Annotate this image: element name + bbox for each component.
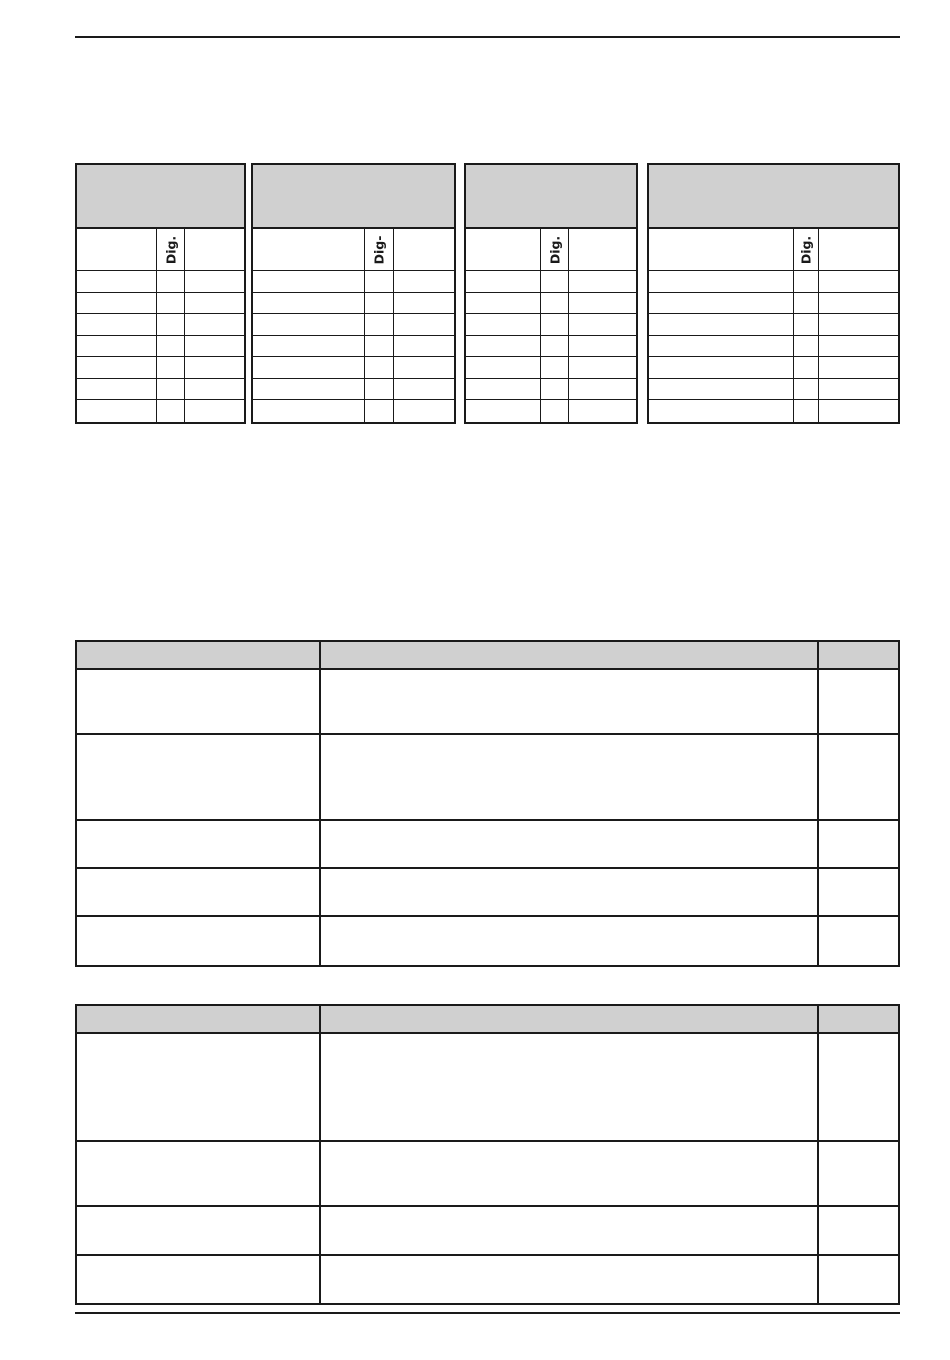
name-column-header: [77, 229, 157, 270]
header-cell: [819, 642, 898, 668]
table-row: [466, 314, 636, 336]
table-header: [77, 1006, 898, 1034]
parameter-table-3: [464, 163, 638, 424]
parameter-table-2: [251, 163, 456, 424]
table-row: [77, 400, 244, 422]
table-row: [77, 314, 244, 336]
table-row: [649, 379, 898, 401]
table-row: [253, 336, 454, 358]
table-header: [77, 642, 898, 670]
table-row: [649, 314, 898, 336]
table-row: [77, 670, 898, 735]
table-row: [466, 293, 636, 315]
dig-column-header: [794, 229, 819, 270]
table-row: [253, 271, 454, 293]
name-column-header: [253, 229, 365, 270]
dig-column-header: [365, 229, 394, 270]
header-cell: [819, 1006, 898, 1032]
table-row: [649, 336, 898, 358]
dig-column-header: [541, 229, 569, 270]
table-row: [77, 735, 898, 821]
table-row: [253, 357, 454, 379]
table-row: [77, 1142, 898, 1207]
top-rule: [75, 36, 900, 38]
table-row: [466, 357, 636, 379]
table-row: [466, 336, 636, 358]
table-row: [649, 357, 898, 379]
dig-column-header: [157, 229, 185, 270]
header-cell: [77, 642, 321, 668]
lower-description-table: [75, 1004, 900, 1305]
table-row: [253, 293, 454, 315]
table-row: [466, 379, 636, 401]
table-row: [77, 293, 244, 315]
table-row: [77, 336, 244, 358]
table-row: [77, 357, 244, 379]
table-row: [77, 1034, 898, 1142]
table-row: [253, 379, 454, 401]
name-column-header: [466, 229, 541, 270]
bottom-rule: [75, 1312, 900, 1314]
dig-label: Dig.: [163, 235, 178, 264]
table-row: [253, 400, 454, 422]
table-row: [77, 821, 898, 869]
table-row: [649, 293, 898, 315]
table-row: [649, 400, 898, 422]
dig-label: Dig-: [371, 235, 387, 264]
value-column-header: [569, 229, 636, 270]
header-cell: [321, 642, 819, 668]
parameter-table-subheader: [77, 229, 244, 271]
dig-label: Dig.: [798, 235, 814, 264]
table-row: [77, 1207, 898, 1256]
table-row: [466, 271, 636, 293]
parameter-table-4: [647, 163, 900, 424]
upper-description-table: [75, 640, 900, 967]
table-row: [253, 314, 454, 336]
table-row: [649, 271, 898, 293]
header-cell: [77, 1006, 321, 1032]
value-column-header: [185, 229, 244, 270]
table-row: [77, 869, 898, 917]
parameter-table-header: [649, 165, 898, 229]
parameter-table-1: [75, 163, 246, 424]
parameter-table-subheader: [253, 229, 454, 271]
parameter-table-header: [253, 165, 454, 229]
table-row: [466, 400, 636, 422]
name-column-header: [649, 229, 794, 270]
table-row: [77, 379, 244, 401]
header-cell: [321, 1006, 819, 1032]
value-column-header: [394, 229, 454, 270]
parameter-table-header: [466, 165, 636, 229]
parameter-table-subheader: [649, 229, 898, 271]
table-row: [77, 271, 244, 293]
dig-label: Dig.: [547, 235, 562, 264]
value-column-header: [819, 229, 898, 270]
table-row: [77, 1256, 898, 1303]
parameter-table-header: [77, 165, 244, 229]
table-row: [77, 917, 898, 965]
parameter-table-subheader: [466, 229, 636, 271]
